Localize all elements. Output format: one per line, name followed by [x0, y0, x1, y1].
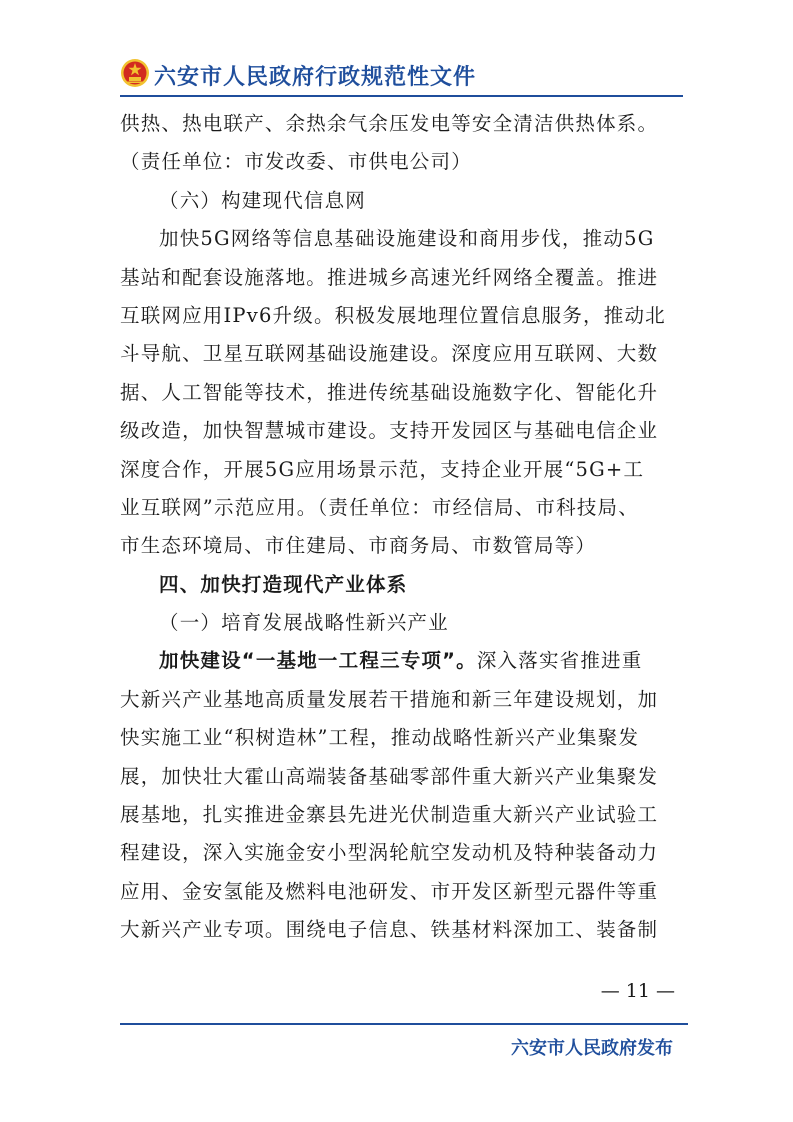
section-heading: 四、加快打造现代产业体系	[159, 572, 408, 596]
body-line: 市生态环境局、市住建局、市商务局、市数管局等）	[120, 534, 597, 558]
body-line: 展，加快壮大霍山高端装备基础零部件重大新兴产业集聚发	[120, 764, 659, 788]
body-line: （责任单位：市发改委、市供电公司）	[120, 150, 472, 174]
header-title: 六安市人民政府行政规范性文件	[154, 65, 477, 90]
body-line: 程建设，深入实施金安小型涡轮航空发动机及特种装备动力	[120, 841, 659, 865]
document-header	[120, 56, 683, 96]
body-line: 大新兴产业专项。围绕电子信息、铁基材料深加工、装备制	[120, 918, 659, 942]
section-subheading: （一）培育发展战略性新兴产业	[159, 611, 449, 635]
footer-divider	[120, 1023, 688, 1025]
paragraph-start	[120, 642, 680, 680]
document-body	[120, 105, 680, 950]
body-line: 快实施工业“积树造林”工程，推动战略性新兴产业集聚发	[120, 726, 640, 750]
lead-bold-text: 加快建设“一基地一工程三专项”。	[159, 649, 477, 673]
body-text-span: 深入落实省推进重	[476, 649, 643, 673]
header-divider	[120, 95, 683, 97]
section-subheading: （六）构建现代信息网	[159, 188, 367, 212]
body-line: 展基地，扎实推进金寨县先进光伏制造重大新兴产业试验工	[120, 803, 659, 827]
body-line: 级改造，加快智慧城市建设。支持开发园区与基础电信企业	[120, 419, 659, 443]
body-line: 斗导航、卫星互联网基础设施建设。深度应用互联网、大数	[120, 342, 659, 366]
national-emblem-icon	[120, 58, 150, 88]
paragraph-start: 加快5G网络等信息基础设施建设和商用步伐，推动5G	[159, 227, 655, 251]
body-line: 大新兴产业基地高质量发展若干措施和新三年建设规划，加	[120, 687, 659, 711]
body-line: 深度合作，开展5G应用场景示范，支持企业开展“5G+工	[120, 457, 645, 481]
body-line: 应用、金安氢能及燃料电池研发、市开发区新型元器件等重	[120, 879, 659, 903]
body-line: 供热、热电联产、余热余气余压发电等安全清洁供热体系。	[120, 112, 659, 135]
body-line: 基站和配套设施落地。推进城乡高速光纤网络全覆盖。推进	[120, 265, 659, 289]
body-line: 业互联网”示范应用。（责任单位：市经信局、市科技局、	[120, 495, 639, 519]
body-line: 据、人工智能等技术，推进传统基础设施数字化、智能化升	[120, 380, 659, 404]
body-line: 互联网应用IPv6升级。积极发展地理位置信息服务，推动北	[120, 303, 666, 327]
footer-publisher: 六安市人民政府发布	[511, 1038, 673, 1059]
page-number: — 11 —	[600, 980, 675, 1002]
